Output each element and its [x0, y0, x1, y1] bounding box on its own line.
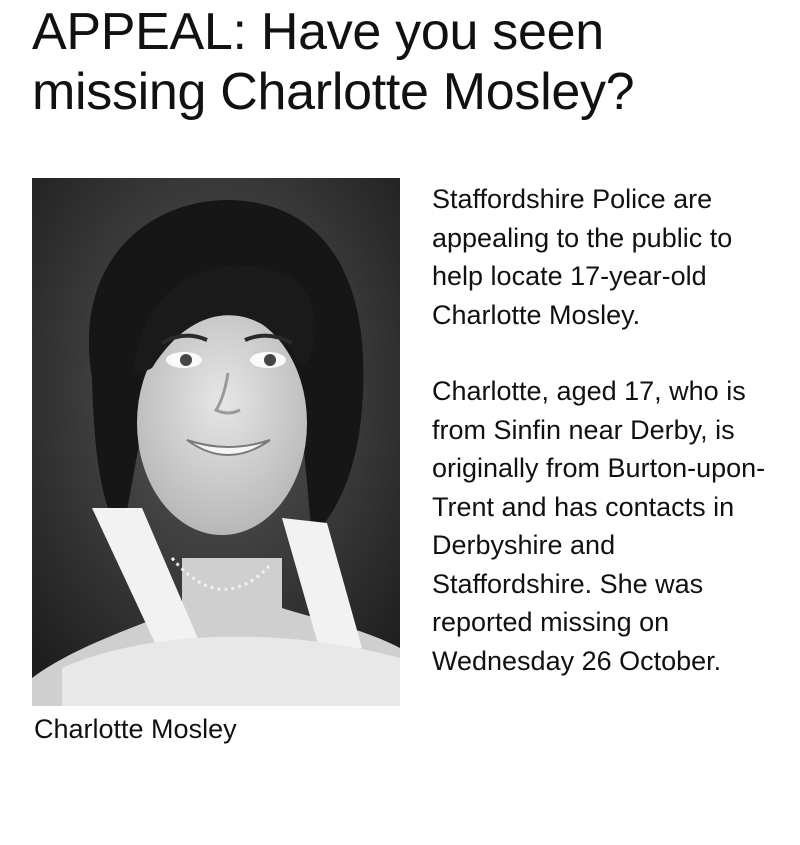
photo-caption: Charlotte Mosley — [34, 714, 237, 744]
headline: APPEAL: Have you seen missing Charlotte Mosley? — [32, 3, 635, 121]
paragraph-2: Charlotte, aged 17, who is from Sinfin near Derby, is originally from Burton-upon-Trent and has contacts in Derbyshire and Staffordshire. She was reported missing on Wednesday 26 October. — [432, 376, 766, 676]
portrait-illustration — [32, 178, 400, 706]
paragraph-1: Staffordshire Police are appealing to the public to help locate 17-year-old Charlotte Mosley. — [432, 184, 733, 330]
portrait-photo — [32, 178, 400, 706]
article-body — [432, 180, 777, 718]
